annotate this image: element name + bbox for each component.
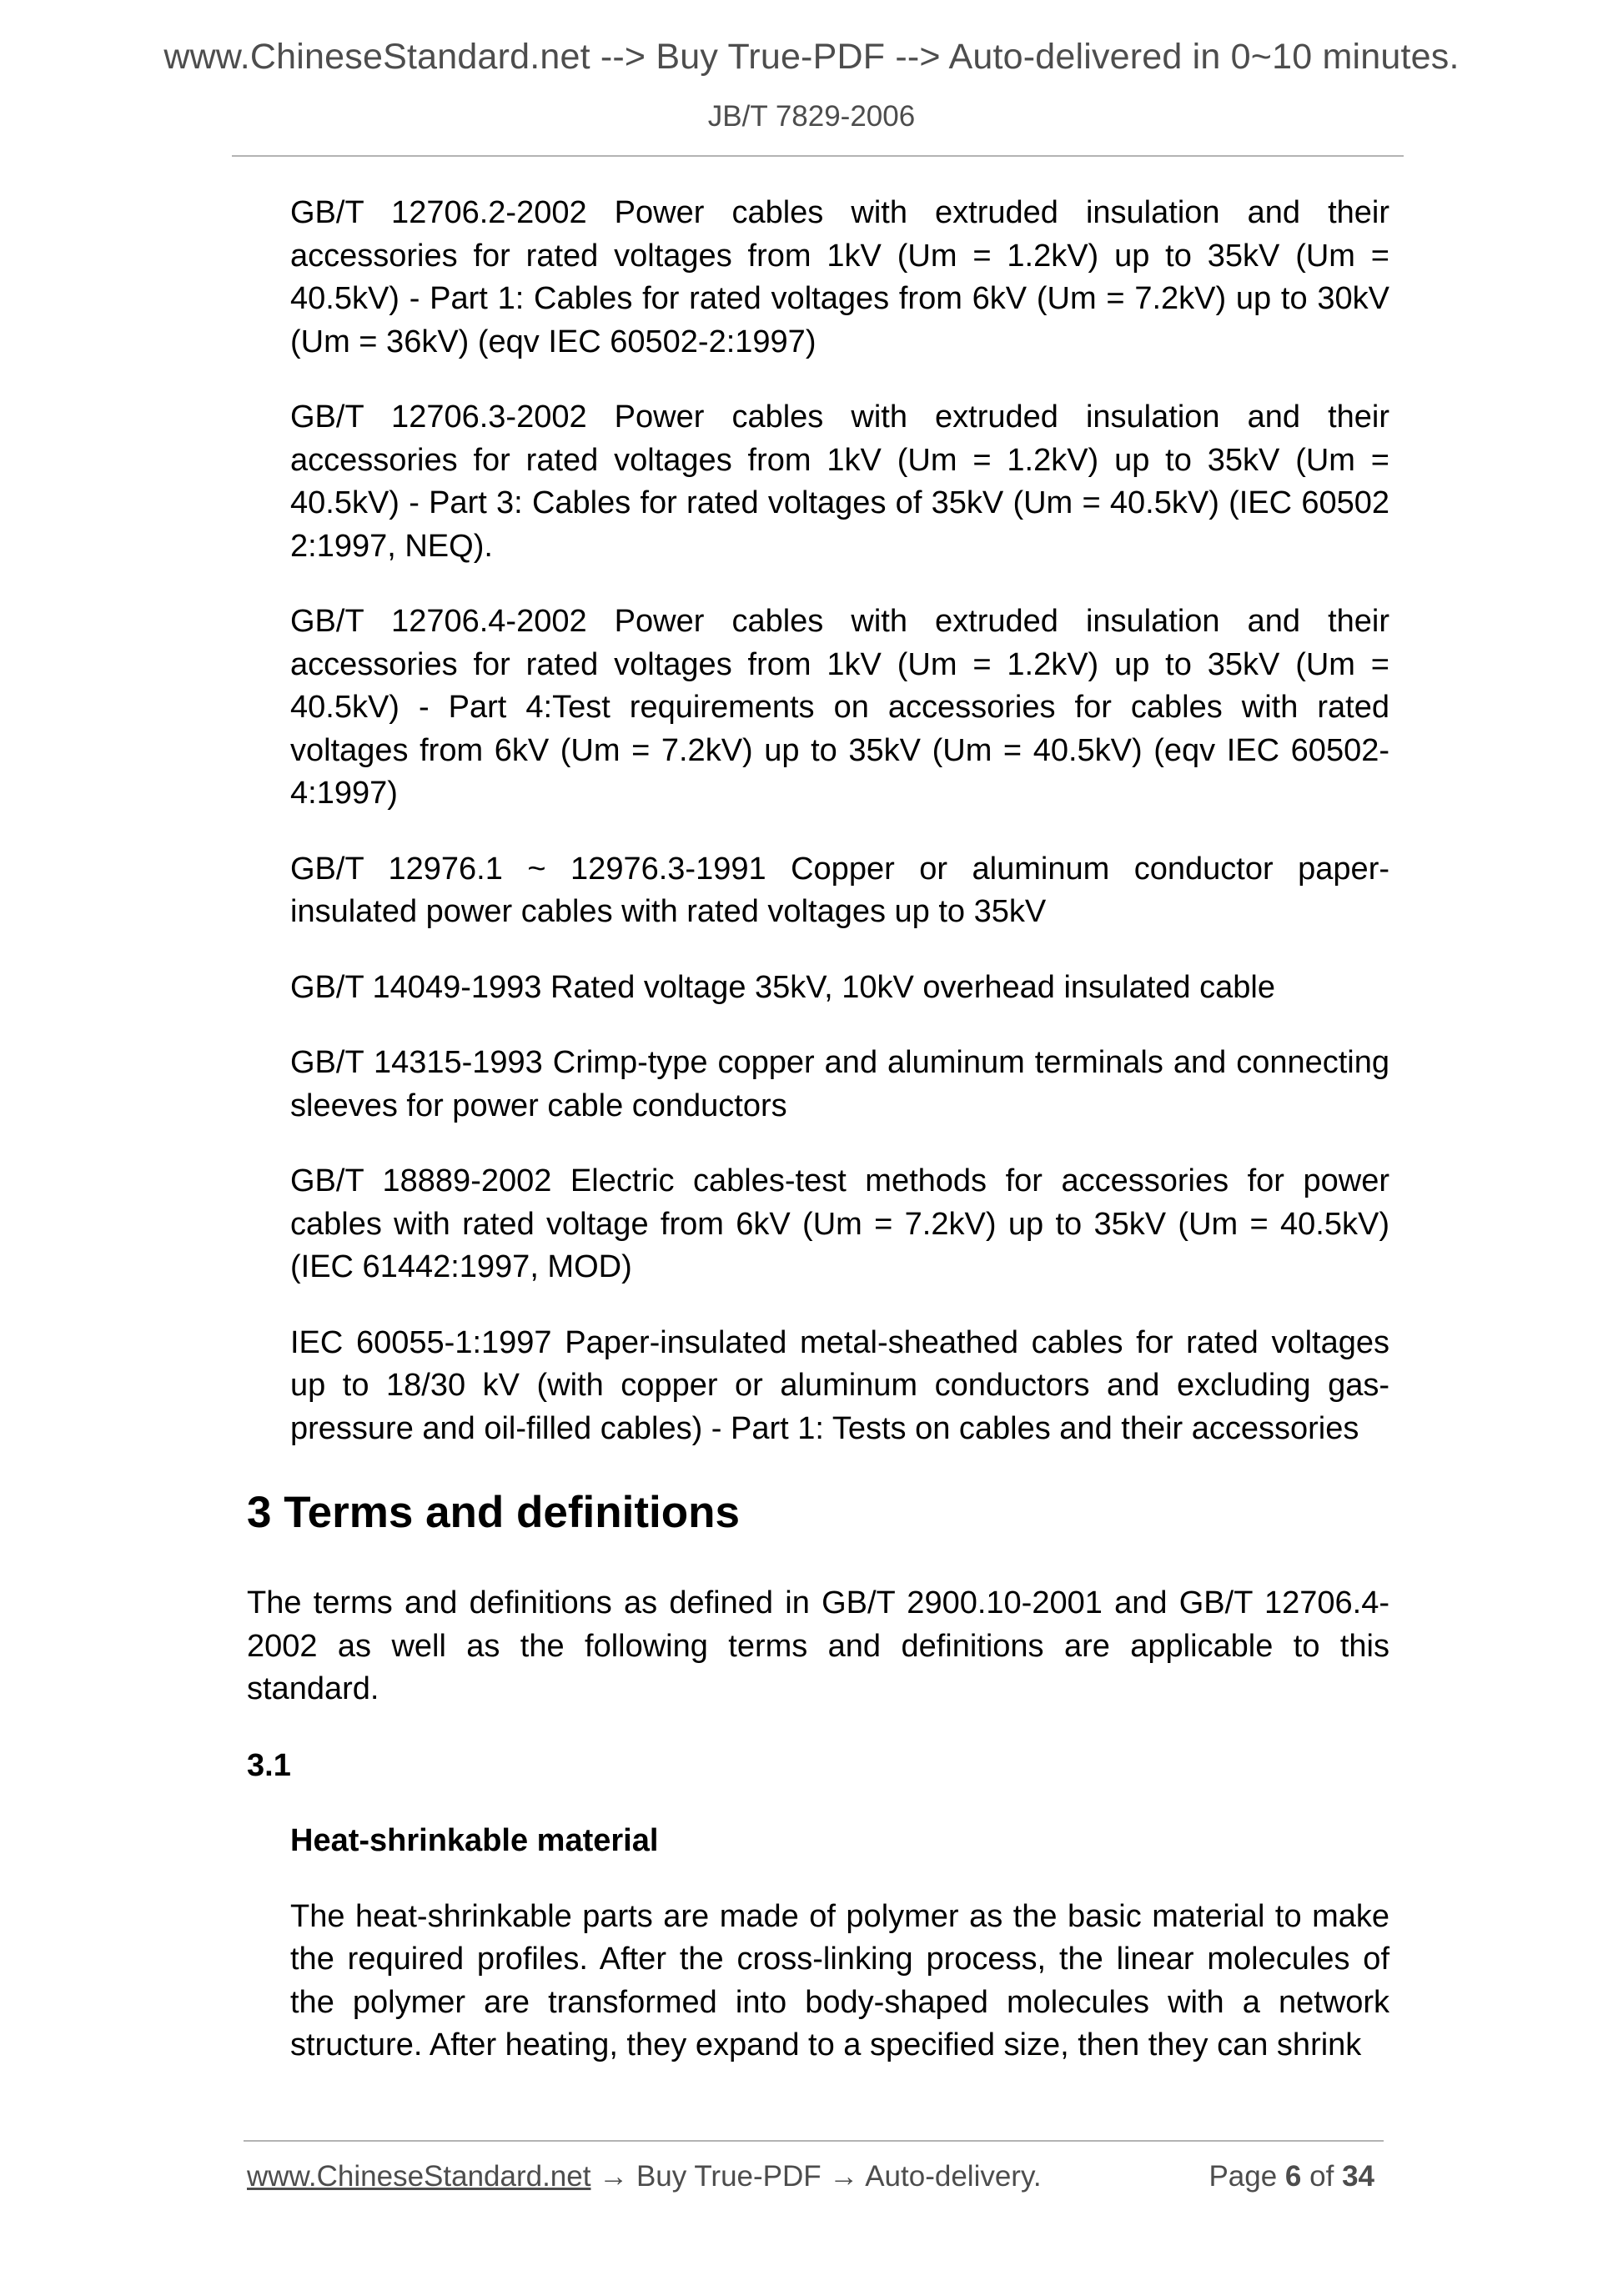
reference-item: GB/T 12976.1 ~ 12976.3-1991 Copper or aluminum conductor paper-insulated power cables with rated voltages up to 35kV [290, 851, 1389, 929]
term-entry [247, 1820, 1389, 2067]
term-definition: The heat-shrinkable parts are made of polymer as the basic material to make the required profiles. After the cross-linking process, the linear molecules of the polymer are transformed into body-shaped molecules with a network structure. After heating, they expand to a specified size, then they can shrink [290, 1898, 1389, 2062]
page-indicator [1208, 2160, 1374, 2193]
clause-number: 3.1 [247, 1747, 291, 1783]
arrow-right-icon: → [599, 2160, 629, 2193]
page-content [247, 192, 1389, 2067]
normative-references-list [247, 192, 1389, 1450]
reference-item: GB/T 12706.2-2002 Power cables with extruded insulation and their accessories for rated voltages from 1kV (Um = 1.2kV) up to 35kV (Um = 40.5kV) - Part 1: Cables for rated voltages from 6kV (Um = 7.2kV) up to 30kV (Um = 36kV) (eqv IEC 60502-2:1997) [290, 195, 1389, 359]
buy-true-pdf-text: Buy True-PDF [636, 2160, 822, 2193]
reference-item: GB/T 14049-1993 Rated voltage 35kV, 10kV overhead insulated cable [290, 969, 1275, 1005]
total-pages-number: 34 [1342, 2160, 1374, 2193]
term-title: Heat-shrinkable material [290, 1823, 659, 1858]
current-page-number: 6 [1284, 2160, 1302, 2193]
of-label: of [1309, 2160, 1334, 2193]
arrow-right-icon: → [829, 2160, 859, 2193]
header-divider [232, 155, 1404, 157]
footer-links [247, 2160, 1042, 2193]
page-label: Page [1208, 2160, 1278, 2193]
reference-item: GB/T 18889-2002 Electric cables-test methods for accessories for power cables with rated voltage from 6kV (Um = 7.2kV) up to 35kV (Um = 40.5kV) (IEC 61442:1997, MOD) [290, 1163, 1389, 1284]
section-intro-paragraph: The terms and definitions as defined in GB/T 2900.10-2001 and GB/T 12706.4-2002 as well as the following terms and definitions are applicable to this standard. [247, 1585, 1389, 1706]
reference-item: IEC 60055-1:1997 Paper-insulated metal-sheathed cables for rated voltages up to 18/30 kV (with copper or aluminum conductors and excluding gas-pressure and oil-filled cables) - Part 1: Tests on cables and their accessories [290, 1324, 1389, 1446]
site-link[interactable]: www.ChineseStandard.net [247, 2160, 591, 2193]
section-heading: 3 Terms and definitions [247, 1488, 740, 1537]
reference-item: GB/T 12706.3-2002 Power cables with extruded insulation and their accessories for rated voltages from 1kV (Um = 1.2kV) up to 35kV (Um = 40.5kV) - Part 3: Cables for rated voltages of 35kV (Um = 40.5kV) (IEC 60502 2:1997, NEQ). [290, 399, 1389, 564]
footer-divider [244, 2140, 1384, 2142]
site-banner: www.ChineseStandard.net --> Buy True-PDF --> Auto-delivered in 0~10 minutes. [163, 37, 1460, 77]
auto-delivery-text: Auto-delivery. [865, 2160, 1042, 2193]
reference-item: GB/T 14315-1993 Crimp-type copper and aluminum terminals and connecting sleeves for power cable conductors [290, 1045, 1389, 1123]
reference-item: GB/T 12706.4-2002 Power cables with extruded insulation and their accessories for rated voltages from 1kV (Um = 1.2kV) up to 35kV (Um = 40.5kV) - Part 4:Test requirements on accessories for cables with rated voltages from 6kV (Um = 7.2kV) up to 35kV (Um = 40.5kV) (eqv IEC 60502-4:1997) [290, 604, 1389, 811]
document-number: JB/T 7829-2006 [707, 100, 916, 133]
